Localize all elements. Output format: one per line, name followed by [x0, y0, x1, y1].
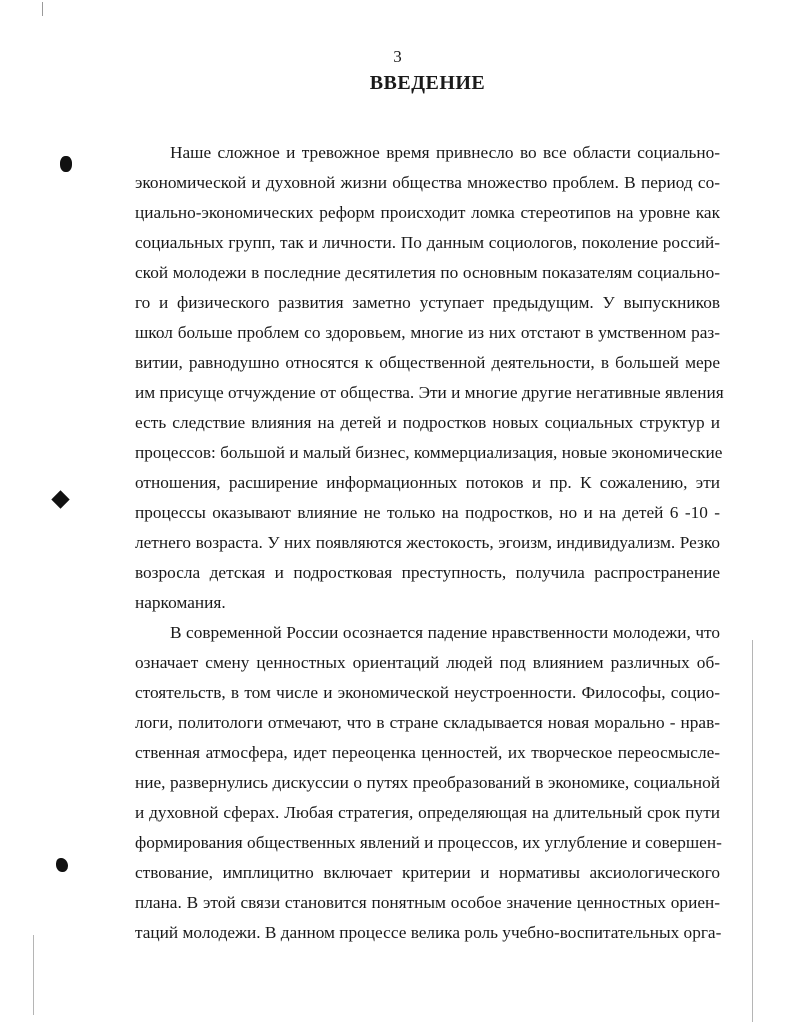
- text-line: экономической и духовной жизни общества множество проблем. В период со-: [135, 173, 720, 192]
- text-line: социальных групп, так и личности. По данным социологов, поколение россий-: [135, 233, 720, 252]
- text-line: Наше сложное и тревожное время привнесло во все области социально-: [170, 143, 720, 162]
- text-line: циально-экономических реформ происходит ломка стереотипов на уровне как: [135, 203, 720, 222]
- text-line: ственная атмосфера, идет переоценка ценностей, их творческое переосмысле-: [135, 743, 720, 762]
- scan-edge-left-bottom: [33, 935, 34, 1015]
- text-line: ствование, имплицитно включает критерии и нормативы аксиологического: [135, 863, 720, 882]
- text-line: процессы оказывают влияние не только на подростков, но и на детей 6 -10 -: [135, 503, 720, 522]
- text-line: отношения, расширение информационных потоков и пр. К сожалению, эти: [135, 473, 720, 492]
- text-line: ской молодежи в последние десятилетия по основным показателям социально-: [135, 263, 720, 282]
- text-line: наркомания.: [135, 593, 226, 612]
- page-number: 3: [393, 47, 402, 66]
- text-line: логи, политологи отмечают, что в стране складывается новая морально - нрав-: [135, 713, 720, 732]
- text-line: летнего возраста. У них появляются жестокость, эгоизм, индивидуализм. Резко: [135, 533, 720, 552]
- text-line: го и физического развития заметно уступает предыдущим. У выпускников: [135, 293, 720, 312]
- text-line: формирования общественных явлений и процессов, их углубление и совершен-: [135, 833, 722, 852]
- text-line: стоятельств, в том числе и экономической неустроенности. Философы, социо-: [135, 683, 720, 702]
- punch-hole-mark: [60, 156, 72, 172]
- section-title: ВВЕДЕНИЕ: [369, 72, 486, 94]
- text-line: возросла детская и подростковая преступность, получила распространение: [135, 563, 720, 582]
- text-line: плана. В этой связи становится понятным особое значение ценностных ориен-: [135, 893, 720, 912]
- text-line: школ больше проблем со здоровьем, многие из них отстают в умственном раз-: [135, 323, 720, 342]
- text-line: им присуще отчуждение от общества. Эти и многие другие негативные явления: [135, 383, 724, 402]
- text-line: таций молодежи. В данном процессе велика роль учебно-воспитательных орга-: [135, 923, 722, 942]
- scan-edge-top-left: [42, 2, 43, 16]
- text-line: и духовной сферах. Любая стратегия, определяющая на длительный срок пути: [135, 803, 720, 822]
- scan-edge-right: [752, 640, 753, 1022]
- text-line: есть следствие влияния на детей и подростков новых социальных структур и: [135, 413, 720, 432]
- text-line: В современной России осознается падение нравственности молодежи, что: [170, 623, 720, 642]
- text-line: означает смену ценностных ориентаций людей под влиянием различных об-: [135, 653, 720, 672]
- punch-hole-mark: [56, 858, 68, 872]
- text-line: витии, равнодушно относятся к общественной деятельности, в большей мере: [135, 353, 720, 372]
- text-line: ние, развернулись дискуссии о путях преобразований в экономике, социальной: [135, 773, 720, 792]
- text-line: процессов: большой и малый бизнес, коммерциализация, новые экономические: [135, 443, 723, 462]
- punch-hole-mark: [51, 490, 69, 508]
